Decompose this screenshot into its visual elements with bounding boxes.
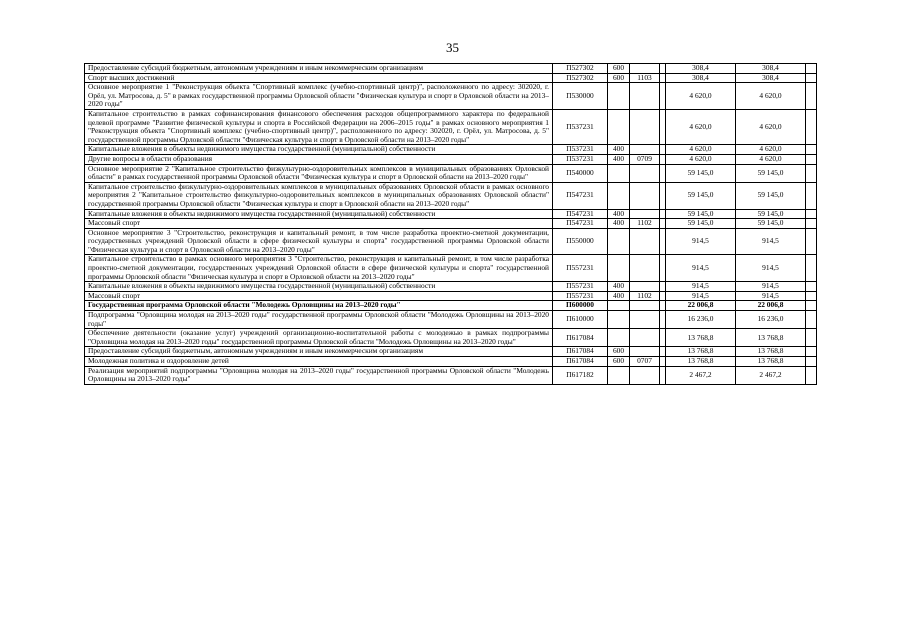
row-amount-cell: 59 145,0 (666, 182, 736, 209)
row-blank-cell (806, 209, 817, 219)
row-amount-cell: 4 620,0 (666, 83, 736, 110)
row-code-cell: П547231 (553, 209, 608, 219)
row-amount-cell: 4 620,0 (666, 109, 736, 144)
row-amount-cell: 308,4 (666, 64, 736, 74)
row-amount-cell: 914,5 (736, 228, 806, 255)
row-code-cell: П557231 (553, 255, 608, 282)
row-code-cell: П550000 (553, 228, 608, 255)
row-expense-type-cell (608, 109, 630, 144)
row-amount-cell: 4 620,0 (736, 109, 806, 144)
row-section-cell (630, 255, 660, 282)
row-blank-cell (806, 154, 817, 164)
row-blank-cell (806, 73, 817, 83)
row-name-cell: Капитальные вложения в объекты недвижимого имущества государственной (муниципальной) собственности (85, 209, 553, 219)
budget-table (84, 63, 817, 385)
row-code-cell: П540000 (553, 164, 608, 182)
row-amount-cell: 13 768,8 (666, 347, 736, 357)
row-amount-cell: 4 620,0 (736, 145, 806, 155)
row-name-cell: Предоставление субсидий бюджетным, автономным учреждениям и иным некоммерческим организациям (85, 64, 553, 74)
row-amount-cell: 16 236,0 (666, 311, 736, 329)
row-expense-type-cell: 400 (608, 291, 630, 301)
row-blank-cell (806, 219, 817, 229)
page-number: 35 (446, 40, 459, 55)
row-amount-cell: 13 768,8 (736, 357, 806, 367)
row-blank-cell (806, 357, 817, 367)
table-row (85, 255, 817, 282)
row-section-cell (630, 329, 660, 347)
row-blank-cell (806, 347, 817, 357)
row-amount-cell: 914,5 (666, 282, 736, 292)
row-code-cell: П547231 (553, 182, 608, 209)
row-name-cell: Капитальные вложения в объекты недвижимого имущества государственной (муниципальной) собственности (85, 145, 553, 155)
table-row (85, 109, 817, 144)
row-name-cell: Массовый спорт (85, 291, 553, 301)
table-row (85, 145, 817, 155)
row-expense-type-cell: 600 (608, 347, 630, 357)
row-code-cell: П557231 (553, 291, 608, 301)
row-expense-type-cell: 400 (608, 154, 630, 164)
row-amount-cell: 59 145,0 (666, 164, 736, 182)
row-name-cell: Реализация мероприятий подпрограммы "Орловщина молодая на 2013–2020 годы" государственной программы Орловской области "Молодежь Орловщины на 2013–2020 годы" (85, 366, 553, 384)
row-amount-cell: 4 620,0 (736, 83, 806, 110)
row-section-cell (630, 182, 660, 209)
row-expense-type-cell (608, 83, 630, 110)
row-name-cell: Капитальное строительство физкультурно-оздоровительных комплексов в муниципальных образованиях Орловской области в рамках основного мероприятия 2 "Капитальное строительство физкультурно-оздоровительных комплексов в муниципальных образованиях Орловской области" государственной программы Орловской области "Физическая культура и спорт в Орловской области на 2013–2020 годы" (85, 182, 553, 209)
row-amount-cell: 13 768,8 (666, 329, 736, 347)
row-blank-cell (806, 83, 817, 110)
row-blank-cell (806, 282, 817, 292)
row-code-cell: П617084 (553, 357, 608, 367)
row-expense-type-cell: 400 (608, 145, 630, 155)
row-blank-cell (806, 64, 817, 74)
row-name-cell: Капитальное строительство в рамках софинансирования финансового обеспечения расходов общепрограммного характера по федеральной целевой программе "Развитие физической культуры и спорта в Российской Федерации на 2006–2015 годы" в рамках основного мероприятия 1 "Реконструкция объекта "Спортивный комплекс (учебно-спортивный центр)", расположенного по адресу: 302020, г. Орёл, ул. Матросова, д. 5" государственной программы Орловской области "Физическая культура и спорт в Орловской области на 2013–2020 годы" (85, 109, 553, 144)
row-code-cell: П537231 (553, 145, 608, 155)
row-amount-cell: 22 006,8 (666, 301, 736, 311)
row-amount-cell: 308,4 (666, 73, 736, 83)
row-expense-type-cell (608, 182, 630, 209)
row-amount-cell: 4 620,0 (666, 145, 736, 155)
row-amount-cell: 914,5 (666, 255, 736, 282)
row-section-cell: 1102 (630, 291, 660, 301)
row-code-cell: П617084 (553, 347, 608, 357)
row-blank-cell (806, 291, 817, 301)
row-name-cell: Подпрограмма "Орловщина молодая на 2013–2020 годы" государственной программы Орловской области "Молодежь Орловщины на 2013–2020 годы" (85, 311, 553, 329)
row-code-cell: П527302 (553, 73, 608, 83)
row-section-cell: 0707 (630, 357, 660, 367)
row-expense-type-cell (608, 255, 630, 282)
row-expense-type-cell: 400 (608, 219, 630, 229)
row-amount-cell: 2 467,2 (736, 366, 806, 384)
row-section-cell (630, 164, 660, 182)
row-section-cell: 1102 (630, 219, 660, 229)
row-name-cell: Обеспечение деятельности (оказание услуг) учреждений организационно-воспитательной работы с молодежью в рамках подпрограммы "Орловщина молодая на 2013–2020 годы" государственной программы Орловской области "Молодежь Орловщины на 2013–2020 годы" (85, 329, 553, 347)
row-amount-cell: 914,5 (666, 291, 736, 301)
row-name-cell: Массовый спорт (85, 219, 553, 229)
row-amount-cell: 4 620,0 (666, 154, 736, 164)
row-amount-cell: 22 006,8 (736, 301, 806, 311)
table-row (85, 154, 817, 164)
row-section-cell (630, 311, 660, 329)
row-name-cell: Государственная программа Орловской области "Молодежь Орловщины на 2013–2020 годы" (85, 301, 553, 311)
table-row (85, 366, 817, 384)
row-amount-cell: 59 145,0 (736, 182, 806, 209)
row-section-cell (630, 366, 660, 384)
row-expense-type-cell (608, 311, 630, 329)
row-section-cell: 1103 (630, 73, 660, 83)
row-code-cell: П537231 (553, 109, 608, 144)
row-amount-cell: 13 768,8 (666, 357, 736, 367)
row-amount-cell: 4 620,0 (736, 154, 806, 164)
row-amount-cell: 914,5 (666, 228, 736, 255)
table-row (85, 164, 817, 182)
row-amount-cell: 59 145,0 (736, 164, 806, 182)
row-code-cell: П547231 (553, 219, 608, 229)
row-blank-cell (806, 145, 817, 155)
row-blank-cell (806, 109, 817, 144)
row-blank-cell (806, 329, 817, 347)
row-blank-cell (806, 164, 817, 182)
row-code-cell: П530000 (553, 83, 608, 110)
row-amount-cell: 914,5 (736, 291, 806, 301)
row-blank-cell (806, 301, 817, 311)
row-blank-cell (806, 366, 817, 384)
row-amount-cell: 13 768,8 (736, 347, 806, 357)
row-section-cell (630, 145, 660, 155)
row-blank-cell (806, 255, 817, 282)
row-name-cell: Капитальные вложения в объекты недвижимого имущества государственной (муниципальной) собственности (85, 282, 553, 292)
row-amount-cell: 59 145,0 (666, 209, 736, 219)
table-row (85, 228, 817, 255)
row-expense-type-cell (608, 301, 630, 311)
row-expense-type-cell: 400 (608, 282, 630, 292)
row-expense-type-cell (608, 164, 630, 182)
row-section-cell (630, 228, 660, 255)
row-name-cell: Основное мероприятие 1 "Реконструкция объекта "Спортивный комплекс (учебно-спортивный центр)", расположенного по адресу: 302020, г. Орёл, ул. Матросова, д. 5" в рамках государственной программы Орловской области "Физическая культура и спорт в Орловской области на 2013–2020 годы" (85, 83, 553, 110)
row-code-cell: П610000 (553, 311, 608, 329)
row-name-cell: Основное мероприятие 3 "Строительство, реконструкция и капитальный ремонт, в том числе разработка проектно-сметной документации, государственных учреждений Орловской области в сфере физической культуры и спорта" государственной программы Орловской области "Физическая культура и спорт в Орловской области на 2013–2020 годы" (85, 228, 553, 255)
row-blank-cell (806, 228, 817, 255)
row-section-cell (630, 301, 660, 311)
row-amount-cell: 308,4 (736, 64, 806, 74)
row-section-cell: 0709 (630, 154, 660, 164)
row-code-cell: П600000 (553, 301, 608, 311)
row-expense-type-cell: 600 (608, 64, 630, 74)
row-amount-cell: 914,5 (736, 282, 806, 292)
table-row (85, 357, 817, 367)
row-amount-cell: 13 768,8 (736, 329, 806, 347)
row-expense-type-cell (608, 228, 630, 255)
row-expense-type-cell (608, 366, 630, 384)
row-code-cell: П557231 (553, 282, 608, 292)
row-expense-type-cell: 600 (608, 73, 630, 83)
row-amount-cell: 59 145,0 (736, 209, 806, 219)
row-section-cell (630, 83, 660, 110)
row-section-cell (630, 64, 660, 74)
table-row (85, 282, 817, 292)
table-row (85, 311, 817, 329)
table-row (85, 329, 817, 347)
row-blank-cell (806, 311, 817, 329)
row-code-cell: П617084 (553, 329, 608, 347)
row-section-cell (630, 282, 660, 292)
table-row (85, 83, 817, 110)
row-code-cell: П617182 (553, 366, 608, 384)
row-expense-type-cell: 400 (608, 209, 630, 219)
table-row (85, 64, 817, 74)
row-amount-cell: 59 145,0 (666, 219, 736, 229)
row-name-cell: Капитальное строительство в рамках основного мероприятия 3 "Строительство, реконструкция и капитальный ремонт, в том числе разработка проектно-сметной документации, государственных учреждений Орловской области в сфере физической культуры и спорта" государственной программы Орловской области "Физическая культура и спорт в Орловской области на 2013–2020 годы" (85, 255, 553, 282)
row-code-cell: П537231 (553, 154, 608, 164)
row-amount-cell: 914,5 (736, 255, 806, 282)
row-name-cell: Предоставление субсидий бюджетным, автономным учреждениям и иным некоммерческим организациям (85, 347, 553, 357)
row-expense-type-cell (608, 329, 630, 347)
row-amount-cell: 59 145,0 (736, 219, 806, 229)
row-name-cell: Молодежная политика и оздоровление детей (85, 357, 553, 367)
table-row (85, 219, 817, 229)
row-amount-cell: 308,4 (736, 73, 806, 83)
row-expense-type-cell: 600 (608, 357, 630, 367)
row-section-cell (630, 109, 660, 144)
row-name-cell: Спорт высших достижений (85, 73, 553, 83)
row-amount-cell: 16 236,0 (736, 311, 806, 329)
table-row (85, 182, 817, 209)
row-blank-cell (806, 182, 817, 209)
row-name-cell: Основное мероприятие 2 "Капитальное строительство физкультурно-оздоровительных комплексов в муниципальных образованиях Орловской области" в рамках государственной программы Орловской области "Физическая культура и спорт в Орловской области на 2013–2020 годы" (85, 164, 553, 182)
row-name-cell: Другие вопросы в области образования (85, 154, 553, 164)
row-code-cell: П527302 (553, 64, 608, 74)
row-amount-cell: 2 467,2 (666, 366, 736, 384)
